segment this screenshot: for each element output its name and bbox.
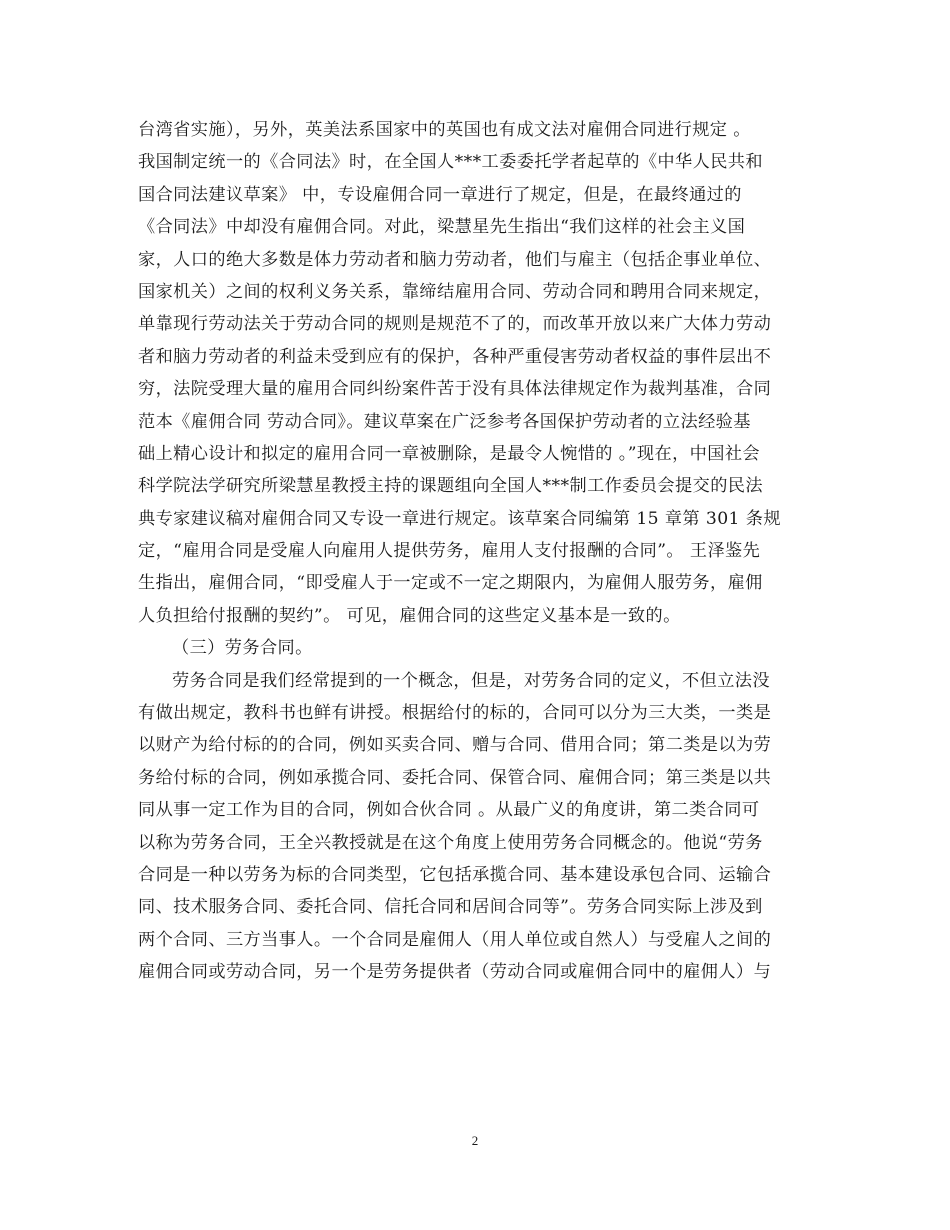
text-line: 范本《雇佣合同 劳动合同》。建议草案在广泛参考各国保护劳动者的立法经验基 <box>138 411 751 432</box>
text-line: 家，人口的绝大多数是体力劳动者和脑力劳动者，他们与雇主（包括企事业单位、 <box>138 249 772 270</box>
text-line: 典专家建议稿对雇佣合同又专设一章进行规定。该草案合同编第 15 章第 301 条规 <box>138 508 781 529</box>
text-line: 务给付标的合同，例如承揽合同、委托合同、保管合同、雇佣合同；第三类是以共 <box>138 767 772 788</box>
text-line: 有做出规定，教科书也鲜有讲授。根据给付的标的，合同可以分为三大类，一类是 <box>138 703 772 724</box>
text-line: 两个合同、三方当事人。一个合同是雇佣人（用人单位或自然人）与受雇人之间的 <box>138 929 772 950</box>
section-heading: （三）劳务合同。 <box>172 638 313 659</box>
text-line: 以财产为给付标的的合同，例如买卖合同、赠与合同、借用合同；第二类是以为劳 <box>138 735 772 756</box>
text-line: 以称为劳务合同，王全兴教授就是在这个角度上使用劳务合同概念的。他说“劳务 <box>138 832 763 853</box>
text-line: 科学院法学研究所梁慧星教授主持的课题组向全国人***制工作委员会提交的民法 <box>138 476 763 497</box>
text-line: 者和脑力劳动者的利益未受到应有的保护，各种严重侵害劳动者权益的事件层出不 <box>138 346 772 367</box>
text-line: 单靠现行劳动法关于劳动合同的规则是规范不了的，而改革开放以来广大体力劳动 <box>138 314 772 335</box>
text-line: 穷，法院受理大量的雇用合同纠纷案件苦于没有具体法律规定作为裁判基准，合同 <box>138 379 772 400</box>
text-line: 础上精心设计和拟定的雇用合同一章被删除，是最令人惋惜的 。”现在，中国社会 <box>138 443 761 464</box>
text-line: 生指出，雇佣合同，“即受雇人于一定或不一定之期限内，为雇佣人服劳务，雇佣 <box>138 573 763 594</box>
text-line: 同从事一定工作为目的合同，例如合伙合同 。从最广义的角度讲，第二类合同可 <box>138 800 760 821</box>
paragraph-start-line: 劳务合同是我们经常提到的一个概念，但是，对劳务合同的定义，不但立法没 <box>172 670 770 691</box>
text-line: 合同是一种以劳务为标的合同类型，它包括承揽合同、基本建设承包合同、运输合 <box>138 864 772 885</box>
text-line: 国家机关）之间的权利义务关系，靠缔结雇用合同、劳动合同和聘用合同来规定， <box>138 281 772 302</box>
document-body <box>138 114 818 989</box>
text-line: 定，“雇用合同是受雇人向雇用人提供劳务，雇用人支付报酬的合同”。 王泽鉴先 <box>138 541 761 562</box>
text-line: 台湾省实施），另外，英美法系国家中的英国也有成文法对雇佣合同进行规定 。 <box>138 120 751 140</box>
text-line: 《合同法》中却没有雇佣合同。对此，梁慧星先生指出“我们这样的社会主义国 <box>138 217 746 238</box>
text-line: 我国制定统一的《合同法》时，在全国人***工委委托学者起草的《中华人民共和 <box>138 152 763 173</box>
text-line: 国合同法建议草案》 中，专设雇佣合同一章进行了规定，但是，在最终通过的 <box>138 184 742 205</box>
page-number: 2 <box>471 1133 479 1148</box>
text-line: 同、技术服务合同、委托合同、信托合同和居间合同等”。劳务合同实际上涉及到 <box>138 897 763 918</box>
text-line: 人负担给付报酬的契约”。 可见，雇佣合同的这些定义基本是一致的。 <box>138 605 681 626</box>
text-line: 雇佣合同或劳动合同，另一个是劳务提供者（劳动合同或雇佣合同中的雇佣人）与 <box>138 962 772 983</box>
